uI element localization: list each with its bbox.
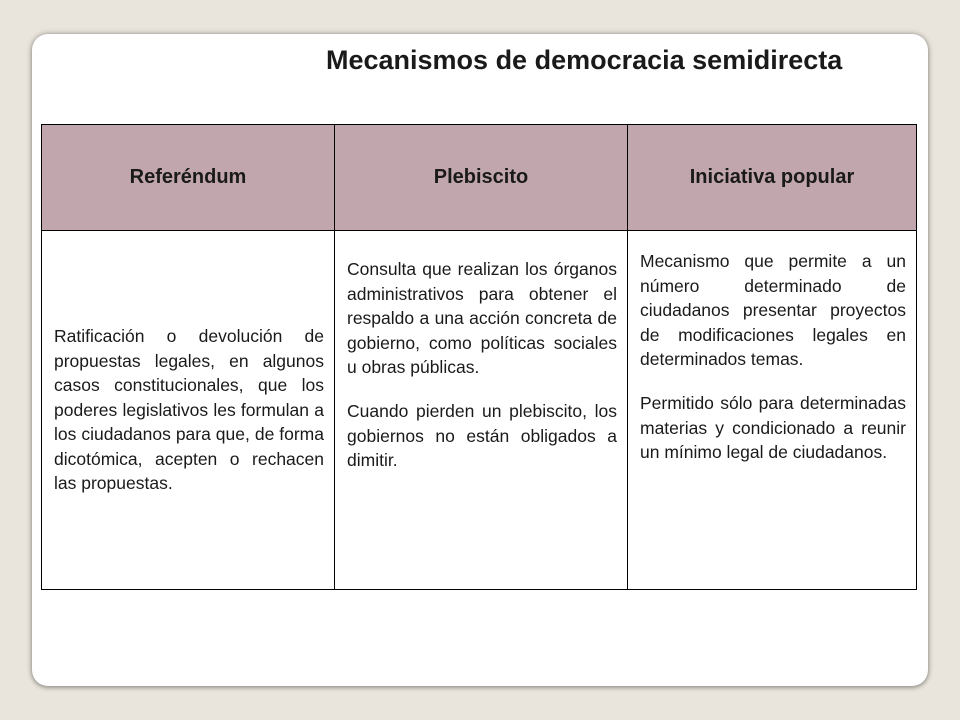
- header-iniciativa-popular: Iniciativa popular: [628, 125, 916, 231]
- slide-title: Mecanismos de democracia semidirecta: [326, 45, 843, 75]
- cell-plebiscito-text-2: Cuando pierden un plebiscito, los gobiernos no están obligados a dimitir.: [347, 400, 617, 471]
- cell-iniciativa-popular: [628, 231, 916, 589]
- cell-iniciativa-text-1: Mecanismo que permite a un número determinado de ciudadanos presentar proyectos de modificaciones legales en determinados temas.: [640, 251, 906, 370]
- cell-referendum: [42, 231, 335, 589]
- mechanisms-table: [41, 124, 917, 590]
- cell-plebiscito: [335, 231, 628, 589]
- cell-referendum-text: Ratificación o devolución de propuestas legales, en algunos casos constitucionales, que los poderes legislativos les formulan a los ciudadanos para que, de forma dicotómica, acepten o rechacen las propuestas.: [54, 325, 324, 494]
- cell-iniciativa-text-2: Permitido sólo para determinadas materias y condicionado a reunir un mínimo legal de ciudadanos.: [640, 392, 906, 463]
- header-referendum: Referéndum: [42, 125, 335, 231]
- cell-plebiscito-text-1: Consulta que realizan los órganos administrativos para obtener el respaldo a una acción concreta de gobierno, como políticas sociales u obras públicas.: [347, 259, 617, 378]
- header-plebiscito: Plebiscito: [335, 125, 628, 231]
